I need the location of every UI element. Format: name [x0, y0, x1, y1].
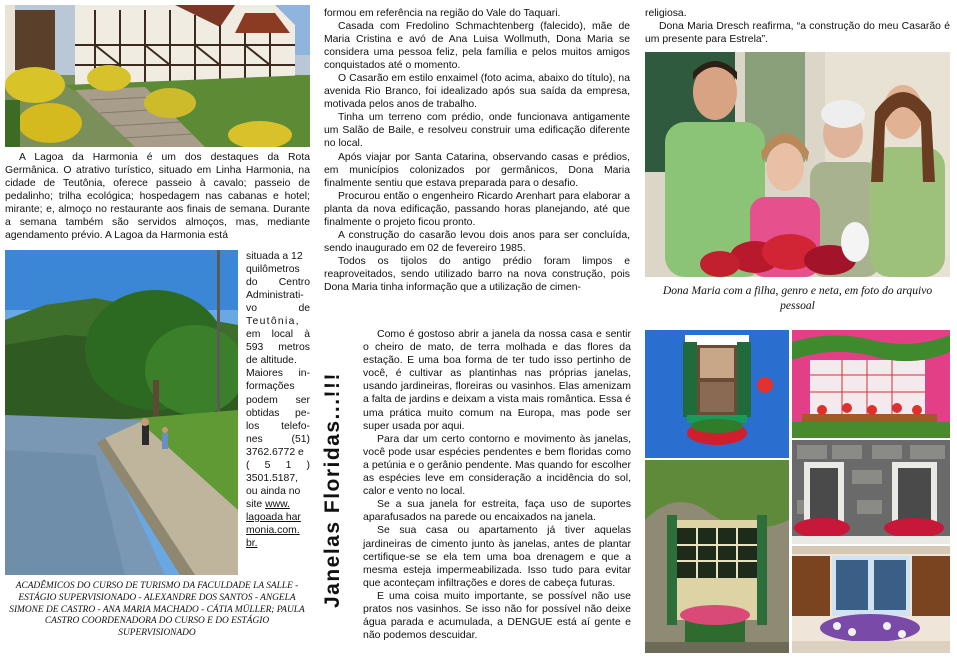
side-line	[246, 498, 310, 511]
casarao-paragraph: Todos os tijolos do antigo prédio foram limpos e reaproveitados, sendo utilizado barro na nova construção, pois Dona Maria tinha informação que a utilização de cimen-	[324, 255, 630, 293]
col3-paragraph: Dona Maria Dresch reafirma, “a construção do meu Casarão é um presente para Estrela”.	[645, 21, 950, 46]
site-link-part[interactable]: www.	[265, 498, 290, 510]
photo-window-brown-shutters	[792, 546, 950, 653]
casarao-paragraph: formou em referência na região do Vale do Taquari.	[324, 8, 561, 19]
janelas-paragraph: Se sua casa ou apartamento já tiver aquelas jardineiras de cimento junto às janelas, antes de plantar certifique-se se ela tem uma boa drenagem e que a mesma esteja impermeabilizada. Isso tudo para evitar que aconteçam infiltrações e dores de cabeça futuras.	[363, 524, 631, 589]
side-line-text: site	[246, 498, 263, 510]
photo-family	[645, 52, 950, 277]
photo-window-green-shutters	[645, 460, 789, 653]
col3-top-text	[645, 7, 950, 46]
janelas-paragraph: Para dar um certo contorno e movimento às janelas, você pode usar espécies pendentes e bem floridas como a petúnia e o gerânio pendente. Mas quando for escolher as espécies leve em consideração a incidência do sol, calor e vento no local.	[363, 432, 631, 498]
side-line: situada a 12	[246, 251, 303, 262]
side-line: de altitude.	[246, 355, 297, 367]
casarao-paragraph: A construção do casarão levou dois anos para ser concluída, sendo inaugurado em 02 de fevereiro 1985.	[324, 229, 630, 254]
lagoa-paragraph	[5, 151, 310, 242]
side-line	[246, 511, 310, 524]
photo-window-pink	[792, 330, 950, 438]
janelas-paragraph: Se a sua janela for estreita, faça uso de suportes aparafusados na parede ou encaixados na janela.	[363, 498, 631, 524]
janelas-title-box	[318, 330, 348, 650]
side-line: nes (51)	[246, 433, 310, 445]
side-line: formações	[246, 381, 295, 393]
janelas-title: Janelas Floridas...!!!	[321, 371, 344, 609]
casarao-paragraph: Procurou então o engenheiro Ricardo Arenhart para elaborar a planta da nova edificação, passando horas planejando, até que finalmente o projeto ficou pronto.	[324, 190, 630, 228]
side-line	[246, 524, 310, 537]
side-line: Administrati-	[246, 290, 304, 302]
casarao-paragraph: Tinha um terreno com prédio, onde funcionava antigamente um Salão de Baile, e resolveu construir uma edificação diferente no local.	[324, 112, 630, 150]
family-photo-caption: Dona Maria com a filha, genro e neta, em foto do arquivo pessoal	[662, 284, 933, 312]
janelas-paragraph: E uma coisa muito importante, se possível não use pratos nos vasinhos. Se isso não for possível não deixe água parada e acumulada, a DENGUE está aí gente e não podemos descuidar.	[363, 589, 631, 642]
col3-line: religiosa.	[645, 8, 687, 19]
site-link-part[interactable]: monia.com.	[246, 524, 300, 536]
casarao-paragraph: Após viajar por Santa Catarina, observando casas e prédios, em municípios colonizados por germânicos, Dona Maria finalmente sentiu que estava preparada para o desafio.	[324, 151, 630, 189]
side-line: Teutônia,	[246, 316, 300, 328]
photo-window-stone	[792, 440, 950, 544]
side-line: ( 5 1 )	[246, 459, 310, 471]
casarao-paragraph: Casada com Fredolino Schmachtenberg (falecido), mãe de Maria Cristina e avó de Ana Luisa Wollmuth, Dona Maria se considera uma pessoa feliz, pela família e pelos muitos amigos conquistados até o momento.	[324, 21, 630, 72]
casarao-article	[324, 7, 630, 294]
side-line: do Centro	[246, 277, 310, 289]
side-line	[246, 537, 310, 550]
side-line: quilômetros	[246, 264, 300, 276]
lagoa-side-text	[246, 250, 310, 550]
side-line-text: ou ainda no	[246, 485, 301, 497]
lagoa-text: A Lagoa da Harmonia é um dos destaques da Rota Germânica. O atrativo turístico, situado em Linha Harmonia, na cidade de Teutônia, oferece passeio à cavalo; passeio de pedalinho; trilha ecológica; hospedagem nas cabanas e hotel; mirante; e, almoço no restaurante aos finais de semana. Durante a semana também são servidos almoços, mas, mediante agendamento prévio. A Lagoa da Harmonia está	[5, 152, 310, 242]
credits-caption: ACADÊMICOS DO CURSO DE TURISMO DA FACULDADE LA SALLE - ESTÁGIO SUPERVISIONADO - ALEXANDRE DOS SANTOS - ANGELA SIMONE DE CASTRO - ANA MARIA MACHADO - CÁTIA MÜLLER; PAULA CASTRO COORDENADORA DO CURSO E DO ESTÁGIO SUPERVISIONADO	[9, 581, 305, 639]
side-line: em local à	[246, 329, 310, 341]
side-line: podem ser	[246, 394, 310, 406]
janelas-article	[363, 328, 631, 642]
side-line: obtidas pe-	[246, 407, 310, 419]
photo-lagoa-harmonia	[5, 250, 238, 575]
side-line: vo de	[246, 303, 310, 315]
side-line: Maiores in-	[246, 368, 310, 380]
photo-hotel-garden	[5, 5, 310, 147]
side-line	[246, 485, 310, 498]
photo-window-blue	[645, 330, 789, 458]
side-line: los telefo-	[246, 420, 310, 432]
janelas-paragraph: Como é gostoso abrir a janela da nossa casa e sentir o cheiro de mato, de terra molhada e das flores da estação. E uma boa forma de ter tudo isso pertinho de você, é cultivar as plantinhas nas próprias janelas, usando jardineiras, floreiras ou vasinhos. Elas amenizam a falta de jardins e deixam a vista mais romântica. Essa é uma prática muito comum na Europa, mas pode ser super usada por aqui.	[363, 328, 631, 432]
site-link-part[interactable]: br.	[246, 538, 258, 550]
casarao-paragraph: O Casarão em estilo enxaimel (foto acima, abaixo do título), na avenida Rio Branco, foi idealizado após sua saída da empresa, motivada pelos anos de trabalho.	[324, 73, 630, 111]
side-line: 3762.6772 e	[246, 446, 304, 458]
site-link-part[interactable]: lagoada har	[246, 511, 301, 523]
side-line: 593 metros	[246, 342, 310, 354]
side-line: 3501.5187,	[246, 472, 299, 484]
